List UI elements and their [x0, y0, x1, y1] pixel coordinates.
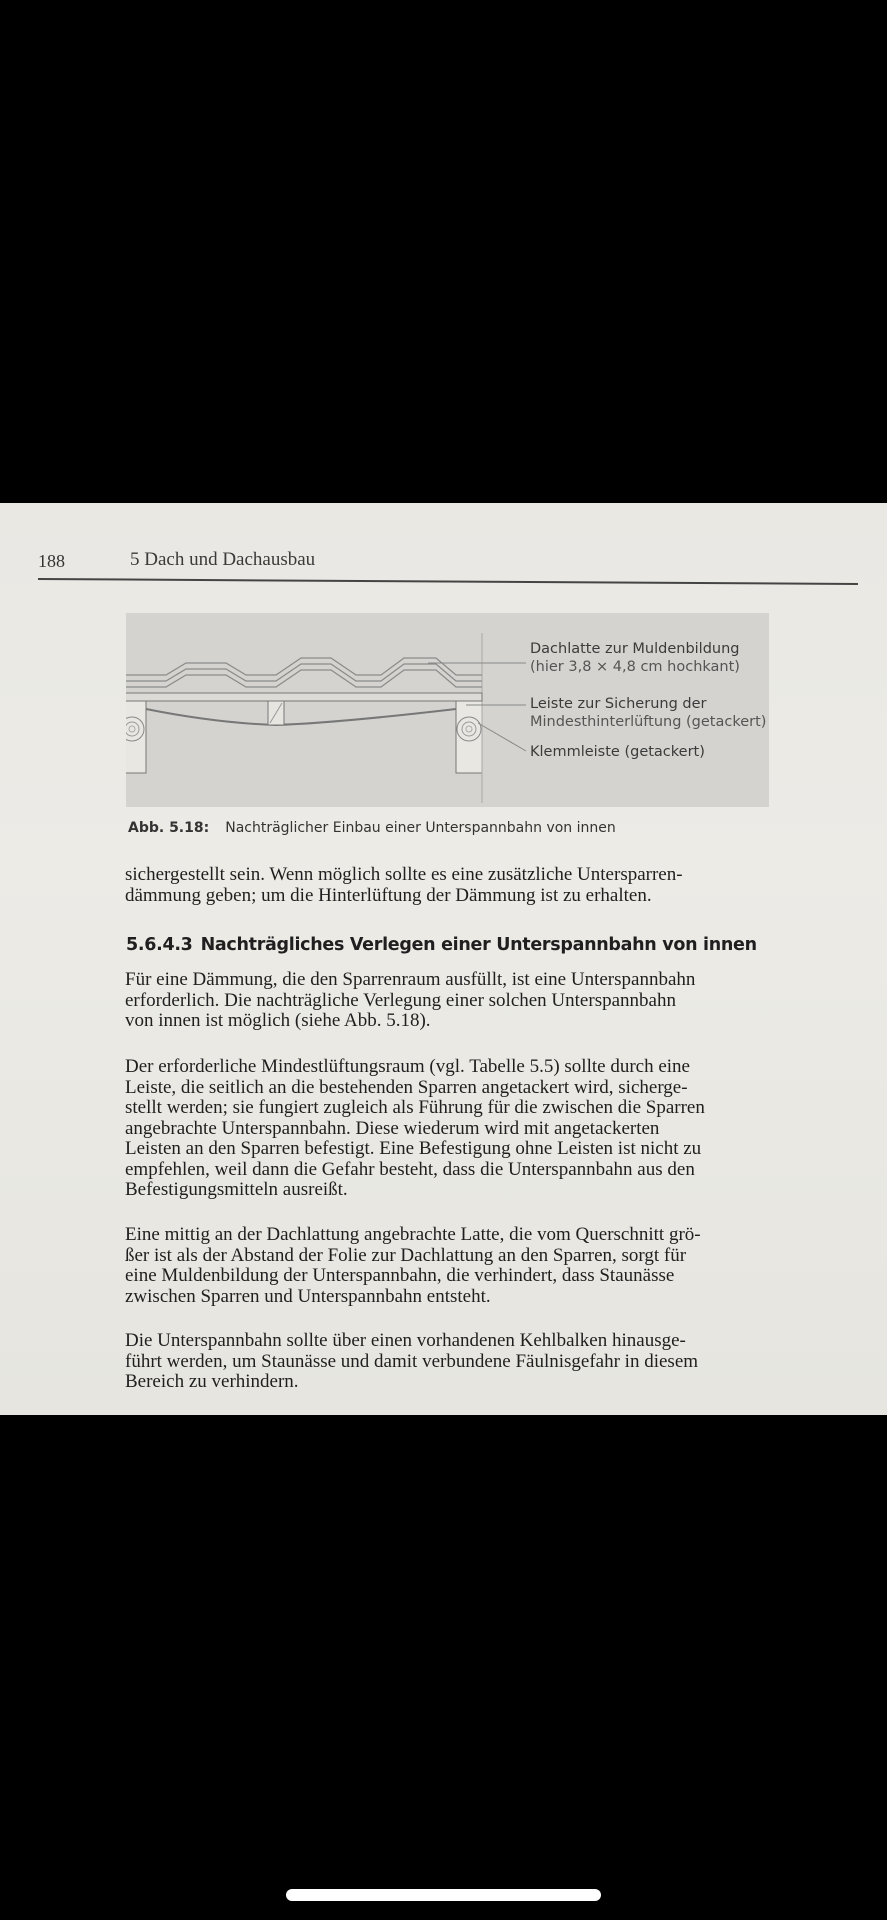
paragraph-3	[125, 1057, 765, 1201]
right-rafter	[456, 701, 482, 773]
label-dachlatte: Dachlatte zur Muldenbildung	[530, 641, 740, 657]
text-line: sichergestellt sein. Wenn möglich sollte es eine zusätzliche Untersparren-	[125, 864, 683, 885]
figure-caption	[128, 820, 616, 836]
text-line: dämmung geben; um die Hinterlüftung der Dämmung ist zu erhalten.	[125, 884, 652, 906]
text-line: Eine mittig an der Dachlattung angebrachte Latte, die vom Querschnitt grö-	[125, 1224, 701, 1245]
roof-covering	[126, 658, 482, 687]
book-page	[0, 503, 887, 1415]
left-rafter	[126, 701, 146, 773]
label-leiste: Leiste zur Sicherung der	[530, 696, 707, 712]
text-line: eine Muldenbildung der Unterspannbahn, die verhindert, dass Staunässe	[125, 1265, 675, 1286]
section-number: 5.6.4.3	[126, 935, 193, 955]
paragraph-5	[125, 1331, 765, 1393]
header-rule	[38, 578, 858, 585]
text-line: Leiste, die seitlich an die bestehenden Sparren angetackert wird, sicherge-	[125, 1076, 688, 1098]
batten-layer	[126, 693, 482, 701]
caption-text: Nachträglicher Einbau einer Unterspannbahn von innen	[225, 820, 616, 836]
text-line: ßer ist als der Abstand der Folie zur Dachlattung an den Sparren, sorgt für	[125, 1244, 687, 1266]
text-line: von innen ist möglich (siehe Abb. 5.18).	[125, 1010, 431, 1031]
paragraph-2	[125, 970, 765, 1032]
text-line: Leisten an den Sparren befestigt. Eine Befestigung ohne Leisten ist nicht zu	[125, 1138, 702, 1159]
membrane	[146, 709, 456, 725]
text-line: Bereich zu verhindern.	[125, 1371, 299, 1392]
chapter-title: 5 Dach und Dachausbau	[130, 549, 316, 570]
text-line: angebrachte Unterspannbahn. Diese wiederum wird mit angetackerten	[125, 1117, 660, 1139]
label-leiste-detail: Mindesthinterlüftung (getackert)	[530, 714, 767, 730]
text-line: führt werden, um Staunässe und damit verbundene Fäulnisgefahr in diesem	[125, 1350, 699, 1372]
section-heading	[126, 935, 757, 955]
label-dachlatte-size: (hier 3,8 × 4,8 cm hochkant)	[530, 659, 740, 675]
home-indicator[interactable]	[286, 1889, 601, 1901]
text-line: erforderlich. Die nachträgliche Verlegung einer solchen Unterspannbahn	[125, 989, 676, 1011]
text-line: Die Unterspannbahn sollte über einen vorhandenen Kehlbalken hinausge-	[125, 1330, 686, 1351]
caption-label: Abb. 5.18:	[128, 820, 210, 836]
text-line: stellt werden; sie fungiert zugleich als Führung für die zwischen die Sparren	[125, 1097, 705, 1118]
text-line: Für eine Dämmung, die den Sparrenraum ausfüllt, ist eine Unterspannbahn	[125, 969, 696, 990]
text-line: zwischen Sparren und Unterspannbahn entsteht.	[125, 1285, 491, 1307]
page-number: 188	[38, 551, 65, 571]
label-klemmleiste: Klemmleiste (getackert)	[530, 744, 705, 760]
text-line: Befestigungsmitteln ausreißt.	[125, 1179, 348, 1200]
paragraph-4	[125, 1225, 765, 1307]
text-line: empfehlen, weil dann die Gefahr besteht, dass die Unterspannbahn aus den	[125, 1158, 695, 1180]
figure-roof-section	[126, 613, 769, 807]
paragraph-1	[125, 865, 765, 906]
section-title: Nachträgliches Verlegen einer Unterspannbahn von innen	[200, 935, 757, 955]
text-line: Der erforderliche Mindestlüftungsraum (vgl. Tabelle 5.5) sollte durch eine	[125, 1056, 690, 1077]
